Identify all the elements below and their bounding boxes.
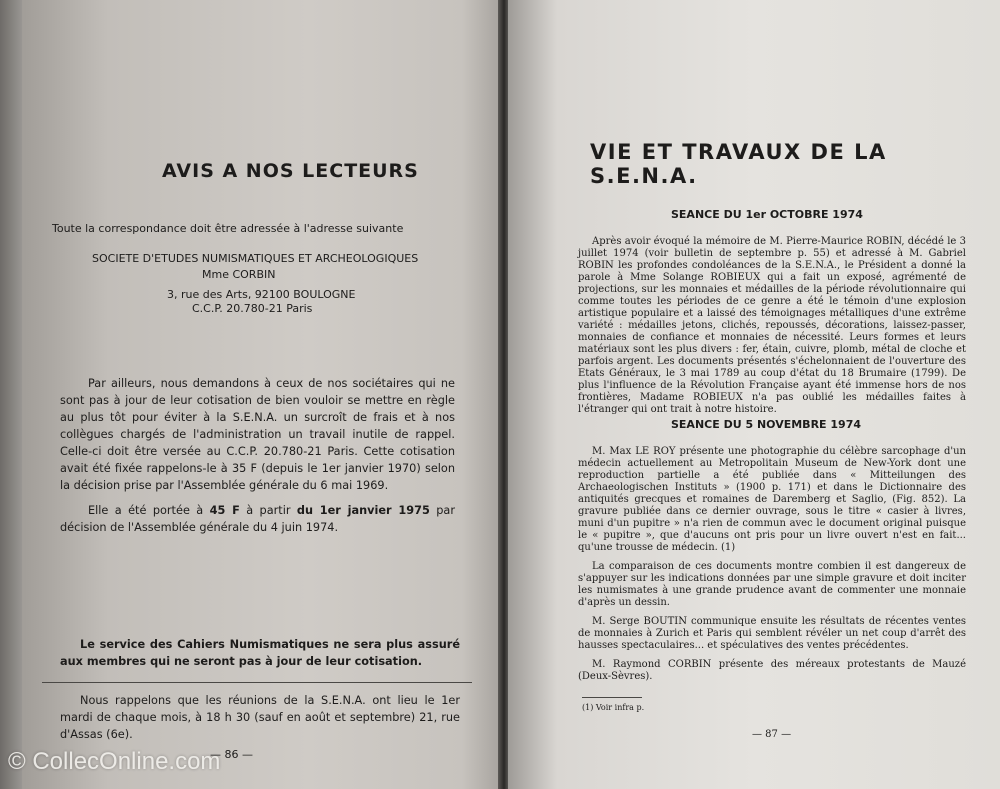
- section-november-body: [578, 446, 966, 690]
- separator-rule: [42, 682, 472, 683]
- dues-increase-paragraph: Elle a été portée à 45 F à partir du 1er janvier 1975 par décision de l'Assemblée générale du 4 juin 1974.: [60, 504, 455, 534]
- postal-address: 3, rue des Arts, 92100 BOULOGNE: [167, 288, 356, 301]
- november-paragraph-3: M. Serge BOUTIN communique ensuite les résultats de récentes ventes de monnaies à Zurich et Paris qui semblent révéler un net coup d'arrêt des hausses spectaculaires... et spéculatives des ventes précédentes.: [578, 616, 966, 651]
- left-page: [22, 0, 500, 789]
- ccp-account: C.C.P. 20.780-21 Paris: [192, 302, 313, 315]
- right-page-title: VIE ET TRAVAUX DE LA S.E.N.A.: [590, 140, 887, 188]
- service-notice: Le service des Cahiers Numismatiques ne sera plus assuré aux membres qui ne seront pas à jour de leur cotisation.: [60, 638, 460, 668]
- meetings-reminder: Nous rappelons que les réunions de la S.E.N.A. ont lieu le 1er mardi de chaque mois, à 18 h 30 (sauf en août et septembre) 21, rue d'Assas (6e).: [60, 694, 460, 741]
- org-name: SOCIETE D'ETUDES NUMISMATIQUES ET ARCHEOLOGIQUES: [92, 252, 419, 265]
- correspondence-intro: Toute la correspondance doit être adressée à l'adresse suivante: [52, 222, 404, 235]
- watermark-text: © CollecOnline.com: [8, 748, 221, 775]
- section-heading-october: SEANCE DU 1er OCTOBRE 1974: [671, 208, 863, 221]
- dues-paragraph: Par ailleurs, nous demandons à ceux de nos sociétaires qui ne sont pas à jour de leur cotisation de bien vouloir se mettre en règle au plus tôt pour éviter à la S.E.N.A. un surcroît de frais et à nos collègues chargés de l'administration un travail inutile de rappel. Celle-ci doit être versée au C.C.P. 20.780-21 Paris. Cette cotisation avait été fixée rappelons-le à 35 F (depuis le 1er janvier 1970) selon la décision prise par l'Assemblée générale du 6 mai 1969.: [60, 377, 455, 492]
- november-paragraph-2: La comparaison de ces documents montre combien il est dangereux de s'appuyer sur les indications données par une simple gravure et doit inciter les numismates à une grande prudence avant de commenter une monnaie d'après un dessin.: [578, 561, 966, 608]
- right-page-number: — 87 —: [752, 729, 792, 740]
- left-page-number: — 86 —: [210, 748, 253, 761]
- right-page: [508, 0, 1000, 789]
- november-paragraph-1: M. Max LE ROY présente une photographie du célèbre sarcophage d'un médecin actuellement au Metropolitain Museum de New-York dont une reproduction partielle a été publiée dans « Mitteilungen des Archaeologischen Instituts » (1900 p. 171) et dans le Dictionnaire des antiquités grecques et romaines de Daremberg et Saglio, (Fig. 852). La gravure publiée dans ce dernier ouvrage, sous le titre « casier à livres, muni d'un pupitre » n'a rien de commun avec le document original puisque le « pupitre », que d'aucuns ont pris pour un livre ouvert n'est en fait... qu'une trousse de médecin. (1): [578, 446, 966, 553]
- left-page-title: AVIS A NOS LECTEURS: [162, 160, 419, 182]
- november-paragraph-4: M. Raymond CORBIN présente des méreaux protestants de Mauzé (Deux-Sèvres).: [578, 659, 966, 682]
- section-heading-november: SEANCE DU 5 NOVEMBRE 1974: [671, 418, 861, 431]
- section-october-body: [578, 236, 966, 423]
- footnote-rule: [582, 697, 642, 698]
- contact-name: Mme CORBIN: [202, 268, 276, 281]
- october-paragraph: Après avoir évoqué la mémoire de M. Pierre-Maurice ROBIN, décédé le 3 juillet 1974 (voir bulletin de septembre p. 55) et adressé à M. Gabriel ROBIN les profondes condoléances de la S.E.N.A., le Président a donné la parole à Mme Solange ROBIEUX qui a fait un exposé, agrémenté de projections, sur les monnaies et médailles de la période révolutionnaire qui comme toutes les périodes de ce genre a été le témoin d'une explosion artistique populaire et a laissé des témoignages métalliques d'une extrême variété : médailles jetons, clichés, repoussés, décorations, laissez-passer, monnaies de confiance et monnaies de nécessité. Leurs formes et leurs matériaux sont les plus divers : fer, étain, cuivre, plomb, métal de cloche et parfois argent. Les documents présentés s'échelonnaient de l'ouverture des Etats Généraux, le 3 mai 1789 au coup d'état du 18 Brumaire (1799). De plus l'influence de la Révolution Française ayant été immense hors de nos frontières, Madame ROBIEUX n'a pas oublié les médailles faites à l'étranger qui ont trait à notre histoire.: [578, 236, 966, 415]
- footnote: (1) Voir infra p.: [582, 703, 645, 712]
